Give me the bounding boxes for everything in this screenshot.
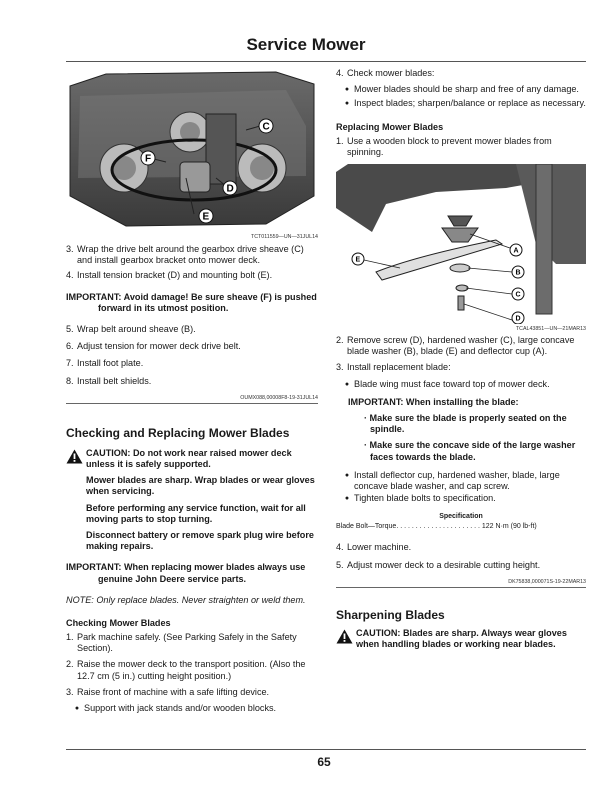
- replacing-step-2: 2. Remove screw (D), hardened washer (C), large concave blade washer (B), blade (E) and deflector cup (A).: [336, 335, 575, 357]
- adjust-height-step: 5. Adjust mower deck to a desirable cutting height.: [336, 559, 541, 570]
- callout-b: B: [515, 269, 521, 277]
- step-7: 7. Install foot plate.: [66, 358, 144, 369]
- header-rule: [66, 61, 586, 62]
- spec-heading: Specification: [439, 513, 483, 521]
- step-8: 8. Install belt shields.: [66, 375, 152, 386]
- section-divider-2: [336, 587, 586, 588]
- important-item-2: · Make sure the concave side of the large washer faces towards the blade.: [364, 440, 576, 462]
- mower-deck-illustration: [66, 66, 318, 232]
- footer-rule: [66, 749, 586, 750]
- replacing-step-3: 3. Install replacement blade:: [336, 362, 451, 373]
- blade-bullet-1: ● Mower blades should be sharp and free of any damage.: [344, 84, 579, 95]
- checking-step-3: 3. Raise front of machine with a safe lifting device.: [66, 686, 270, 697]
- check-blades-step: 4. Check mower blades:: [336, 68, 435, 78]
- step-6: 6. Adjust tension for mower deck drive belt.: [66, 341, 241, 352]
- step-5: 5. Wrap belt around sheave (B).: [66, 324, 196, 335]
- important-genuine-parts: IMPORTANT: When replacing mower blades always use genuine John Deere service parts.: [66, 562, 306, 584]
- callout-f: F: [145, 153, 152, 165]
- checking-step-1: 1. Park machine safely. (See Parking Safely in the Safety Section).: [66, 632, 297, 654]
- right-column: [336, 68, 586, 650]
- caution-text-4: Disconnect battery or remove spark plug wire before making repairs.: [86, 530, 314, 552]
- caution-text-2: Mower blades are sharp. Wrap blades or wear gloves when servicing.: [86, 475, 315, 497]
- checking-step-2: 2. Raise the mower deck to the transport position. (Also the 12.7 cm (5 in.) cutting height position.): [66, 659, 306, 681]
- figure-mower-deck-belt: [66, 66, 318, 232]
- replacing-heading: Replacing Mower Blades: [336, 121, 444, 132]
- blade-bullet-2: ● Inspect blades; sharpen/balance or replace as necessary.: [344, 98, 586, 109]
- section-heading: Checking and Replacing Mower Blades: [66, 425, 290, 440]
- blade-wing-bullet: ● Blade wing must face toward top of mower deck.: [344, 378, 550, 389]
- caution-block: [66, 448, 318, 553]
- callout-c2: C: [515, 291, 521, 299]
- callout-a: A: [513, 247, 519, 255]
- caution-text-3: Before performing any service function, wait for all moving parts to stop turning.: [86, 502, 306, 524]
- figure-caption: TCT011559—UN—31JUL14: [250, 234, 318, 240]
- sharpening-caution-text: CAUTION: Blades are sharp. Always wear gloves when handling blades or working near blades.: [356, 627, 567, 650]
- install-bullet-1: ● Install deflector cup, hardened washer, blade, large concave blade washer, and cap screw.: [344, 469, 560, 492]
- lower-machine-step: 4. Lower machine.: [336, 542, 412, 553]
- important-sheave: IMPORTANT: Avoid damage! Be sure sheave (F) is pushed forward in its utmost position.: [66, 291, 317, 313]
- figure-caption-2: TCAL43851—UN—21MAR13: [515, 326, 586, 333]
- callout-c: C: [262, 121, 270, 133]
- reference-code: OUMX088,00008F8-19-31JUL14: [240, 394, 318, 401]
- important-installing: IMPORTANT: When installing the blade:: [348, 396, 519, 407]
- sharpening-caution: [336, 628, 586, 650]
- replacing-step-1: 1. Use a wooden block to prevent mower blades from spinning.: [336, 135, 552, 157]
- install-bullet-2: ● Tighten blade bolts to specification.: [344, 493, 496, 504]
- section-divider: [66, 403, 318, 404]
- note-replace-only: NOTE: Only replace blades. Never straighten or weld them.: [66, 594, 306, 605]
- caution-text-1: CAUTION: Do not work near raised mower deck unless it is safely supported.: [86, 447, 292, 470]
- callout-e: E: [202, 211, 210, 223]
- spec-line: Blade Bolt—Torque. . . . . . . . . . . . . . . . . . . . . . 122 N·m (90 lb-ft): [336, 523, 537, 531]
- checking-heading: Checking Mower Blades: [66, 618, 171, 629]
- page-number: 65: [317, 755, 331, 769]
- figure-blade-assembly: [336, 164, 586, 324]
- step-3: 3. Wrap the drive belt around the gearbox drive sheave (C) and install gearbox bracket onto mower deck.: [66, 244, 304, 266]
- callout-e2: E: [355, 256, 361, 264]
- blade-assembly-illustration: [336, 164, 586, 324]
- callout-d2: D: [515, 315, 521, 323]
- reference-code-2: DK75838,000071S-19-22MAR13: [508, 578, 586, 585]
- page-title: Service Mower: [246, 35, 366, 54]
- warning-icon: [66, 449, 83, 464]
- important-item-1: · Make sure the blade is properly seated on the spindle.: [364, 413, 567, 435]
- sharpening-heading: Sharpening Blades: [336, 607, 445, 622]
- callout-d: D: [226, 183, 234, 195]
- step-4: 4. Install tension bracket (D) and mounting bolt (E).: [66, 270, 273, 281]
- checking-bullet: ● Support with jack stands and/or wooden blocks.: [74, 703, 277, 714]
- left-column: [66, 66, 318, 714]
- warning-icon: [336, 629, 353, 644]
